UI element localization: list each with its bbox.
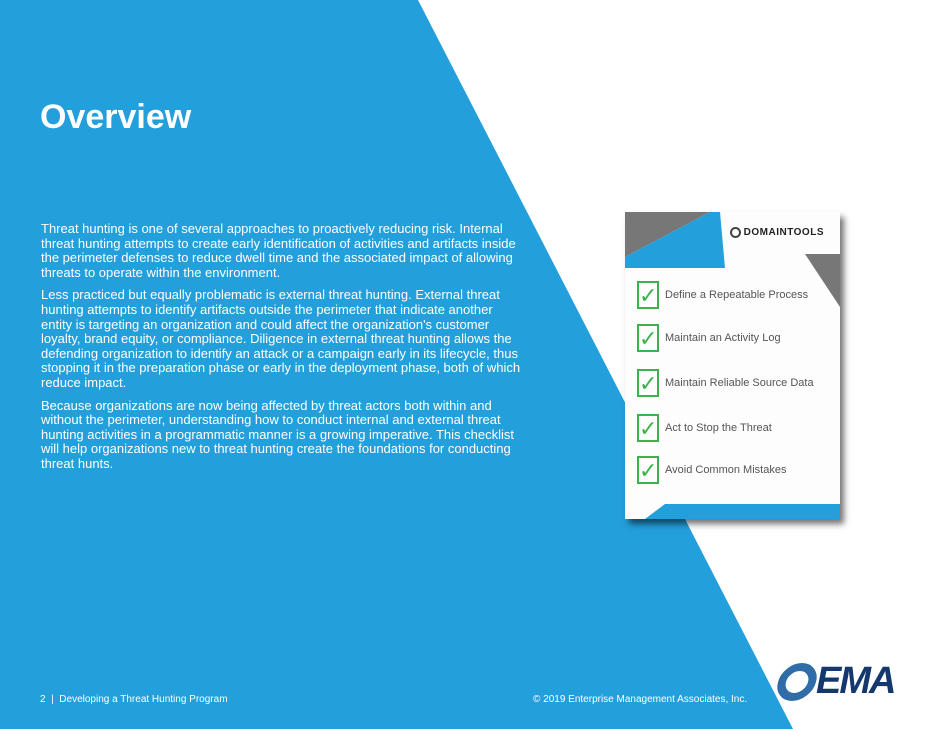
paragraph: Threat hunting is one of several approaches to proactively reducing risk. Internal threat hunting attempts to create early identification of activities and artifacts inside the perimeter defenses to reduce dwell time and the associated impact of allowing threats to operate within the environment. xyxy=(41,221,516,280)
checklist-item: ✓ Define a Repeatable Process xyxy=(639,283,809,308)
checklist-card xyxy=(625,212,840,519)
checklist-item: ✓ Maintain Reliable Source Data xyxy=(639,371,814,396)
body-text xyxy=(41,222,521,480)
page-number: 2 xyxy=(40,694,46,705)
checklist-item: ✓ Maintain an Activity Log xyxy=(639,326,781,351)
checkmark-icon: ✓ xyxy=(639,371,658,396)
checklist-item: ✓ Avoid Common Mistakes xyxy=(639,458,787,483)
ema-logo: EMA xyxy=(778,660,894,703)
checklist-item: ✓ Act to Stop the Threat xyxy=(639,416,772,441)
paragraph: Because organizations are now being affected by threat actors both within and without the perimeter, understanding how to conduct internal and external threat hunting activities in a programmatic manner is a growing imperative. This checklist will help organizations new to threat hunting create the foundations for conducting threat hunts. xyxy=(41,397,515,471)
document-title: Developing a Threat Hunting Program xyxy=(59,694,228,705)
ema-ring-icon xyxy=(773,663,821,701)
checkmark-icon: ✓ xyxy=(639,326,658,351)
checkmark-icon: ✓ xyxy=(639,458,658,483)
copyright: © 2019 Enterprise Management Associates, Inc. xyxy=(533,694,748,705)
checkmark-icon: ✓ xyxy=(639,283,658,308)
checkmark-icon: ✓ xyxy=(639,416,658,441)
gear-icon xyxy=(730,227,741,238)
domaintools-logo: DOMAINTOOLS xyxy=(730,227,824,238)
footer-left: 2 | Developing a Threat Hunting Program xyxy=(40,694,228,705)
paragraph: Less practiced but equally problematic is external threat hunting. External threat hunting attempts to identify artifacts outside the perimeter that indicate another entity is targeting an organization and could affect the organization's customer loyalty, brand equity, or compliance. Diligence in external threat hunting allows the defending organization to identify an attack or a campaign early in its lifecycle, thus stopping it in the preparation phase or early in the deployment phase, both of which reduce impact. xyxy=(41,287,521,390)
page-title: Overview xyxy=(40,98,192,136)
